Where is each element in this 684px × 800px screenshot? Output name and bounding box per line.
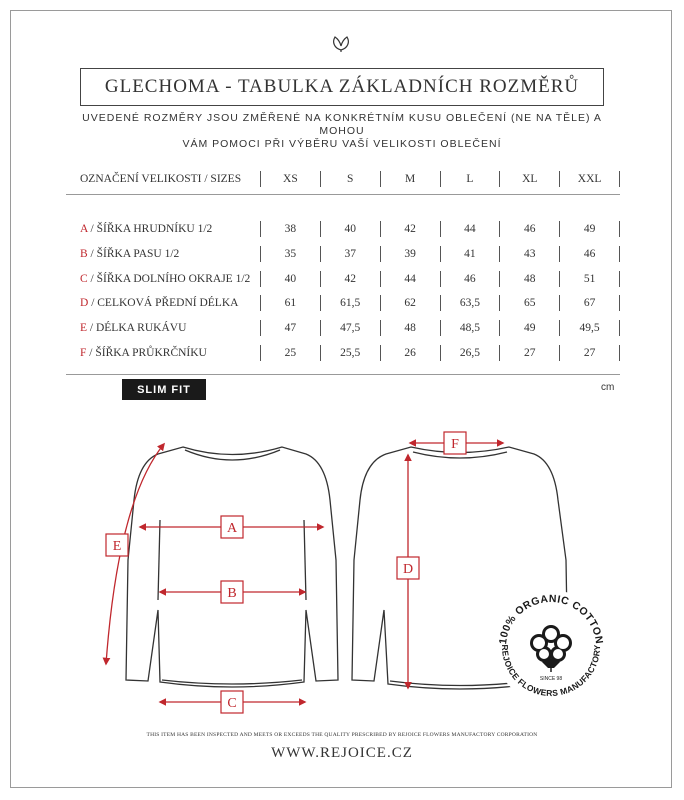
table-cell: 26 <box>380 345 440 361</box>
table-cell: 46 <box>499 221 559 237</box>
unit-label: cm <box>601 382 615 393</box>
front-shirt-outline <box>126 447 338 687</box>
page-title <box>80 68 604 106</box>
table-cell: 25,5 <box>320 345 380 361</box>
table-cell: 48 <box>499 271 559 287</box>
row-label-text: / ŠÍŘKA HRUDNÍKU 1/2 <box>87 223 213 235</box>
row-letter: B <box>80 248 88 260</box>
row-label <box>66 273 260 285</box>
size-header: S <box>320 171 380 187</box>
table-cell: 42 <box>380 221 440 237</box>
table-cell: 25 <box>260 345 320 361</box>
table-header-row <box>66 168 620 190</box>
table-cell: 51 <box>559 271 620 287</box>
size-header: M <box>380 171 440 187</box>
row-label <box>66 248 260 260</box>
table-bottom-line <box>66 374 620 375</box>
table-cell: 65 <box>499 295 559 311</box>
table-cell: 61 <box>260 295 320 311</box>
table-cell: 46 <box>440 271 500 287</box>
row-label-text: / DÉLKA RUKÁVU <box>87 322 187 334</box>
row-label <box>66 223 260 235</box>
row-letter: F <box>80 347 87 359</box>
table-cell: 63,5 <box>440 295 500 311</box>
table-cell: 27 <box>559 345 620 361</box>
row-letter: D <box>80 297 89 309</box>
table-header-label: OZNAČENÍ VELIKOSTI / SIZES <box>80 173 242 185</box>
marker-c: C <box>227 696 237 711</box>
table-row <box>66 243 620 265</box>
table-cell: 40 <box>320 221 380 237</box>
table-cell: 46 <box>559 246 620 262</box>
organic-cotton-stamp <box>492 588 610 706</box>
leaf-logo-icon <box>330 33 352 53</box>
page-title-text: GLECHOMA - TABULKA ZÁKLADNÍCH ROZMĚRŮ <box>104 76 580 97</box>
table-row <box>66 342 620 364</box>
table-cell: 47,5 <box>320 320 380 336</box>
row-label-text: / ŠÍŘKA PRŮKRČNÍKU <box>86 347 207 359</box>
size-header: XS <box>260 171 320 187</box>
table-cell: 49,5 <box>559 320 620 336</box>
table-cell: 43 <box>499 246 559 262</box>
row-label <box>66 297 260 309</box>
marker-a: A <box>226 521 238 536</box>
table-cell: 44 <box>380 271 440 287</box>
subtitle <box>60 112 624 151</box>
table-cell: 49 <box>559 221 620 237</box>
website-link[interactable]: WWW.REJOICE.CZ <box>271 745 413 761</box>
header-divider <box>66 194 620 195</box>
table-cell: 27 <box>499 345 559 361</box>
table-row <box>66 292 620 314</box>
stamp-top-text: 100% ORGANIC COTTON <box>497 592 606 645</box>
table-cell: 44 <box>440 221 500 237</box>
subtitle-line-1: UVEDENÉ ROZMĚRY JSOU ZMĚŘENÉ NA KONKRÉTNÍM KUSU OBLEČENÍ (NE NA TĚLE) A MOHOU <box>82 112 602 137</box>
table-cell: 26,5 <box>440 345 500 361</box>
table-cell: 47 <box>260 320 320 336</box>
stamp-bottom-text: REJOICE FLOWERS MANUFACTORY <box>499 644 603 699</box>
table-row <box>66 317 620 339</box>
row-label <box>66 347 260 359</box>
marker-d: D <box>402 562 414 577</box>
marker-e: E <box>112 539 122 554</box>
row-label-text: / ŠÍŘKA PASU 1/2 <box>87 248 180 260</box>
row-letter: A <box>80 223 88 235</box>
size-header: XL <box>499 171 559 187</box>
row-letter: C <box>80 273 88 285</box>
row-label-text: / ŠÍŘKA DOLNÍHO OKRAJE 1/2 <box>87 273 251 285</box>
quality-statement: THIS ITEM HAS BEEN INSPECTED AND MEETS OR EXCEEDS THE QUALITY PRESCRIBED BY REJOICE FLOWERS MANUFACTORY CORPORATION <box>146 732 538 738</box>
table-cell: 40 <box>260 271 320 287</box>
table-cell: 42 <box>320 271 380 287</box>
table-cell: 67 <box>559 295 620 311</box>
table-cell: 41 <box>440 246 500 262</box>
row-label-text: / CELKOVÁ PŘEDNÍ DÉLKA <box>88 297 239 309</box>
marker-b: B <box>227 586 237 601</box>
size-header: L <box>440 171 500 187</box>
table-cell: 61,5 <box>320 295 380 311</box>
slim-fit-badge: SLIM FIT <box>122 379 206 400</box>
table-cell: 48 <box>380 320 440 336</box>
table-cell: 39 <box>380 246 440 262</box>
table-cell: 38 <box>260 221 320 237</box>
table-row <box>66 218 620 240</box>
row-letter: E <box>80 322 88 334</box>
table-cell: 49 <box>499 320 559 336</box>
table-cell: 62 <box>380 295 440 311</box>
row-label <box>66 322 260 334</box>
subtitle-line-2: VÁM POMOCI PŘI VÝBĚRU VAŠÍ VELIKOSTI OBLEČENÍ <box>182 138 502 150</box>
table-cell: 35 <box>260 246 320 262</box>
marker-f: F <box>451 437 459 452</box>
stamp-since: SINCE 98 <box>539 676 563 682</box>
table-row <box>66 268 620 290</box>
table-cell: 37 <box>320 246 380 262</box>
size-header: XXL <box>559 171 620 187</box>
table-cell: 48,5 <box>440 320 500 336</box>
